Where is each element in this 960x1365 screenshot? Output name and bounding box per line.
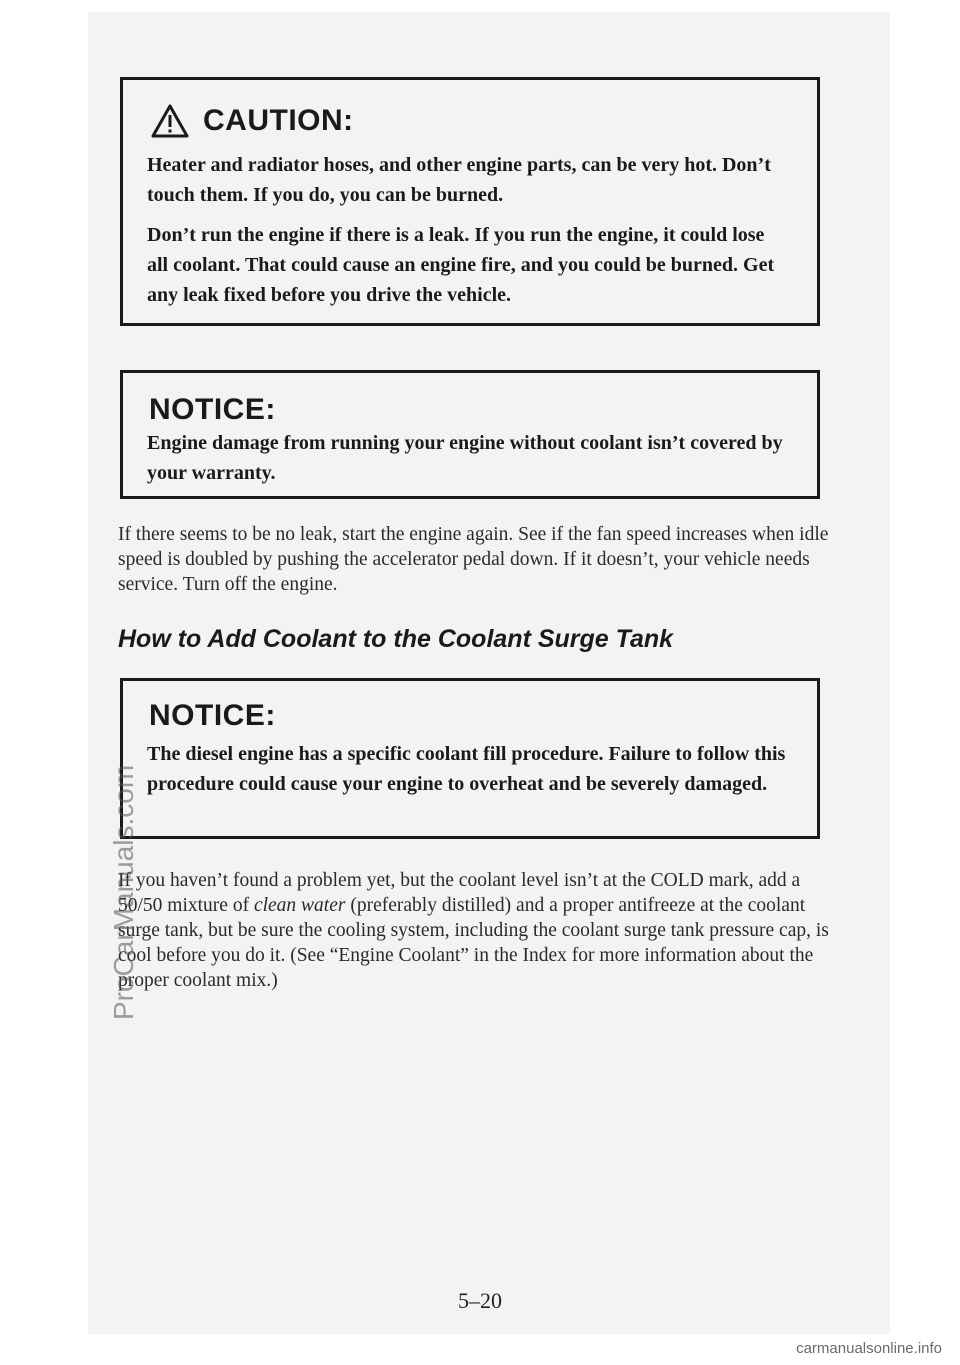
notice-box-diesel [120, 678, 820, 839]
section-heading: How to Add Coolant to the Coolant Surge Tank [118, 625, 674, 653]
coolant-mix-text-start: If you haven’t found a problem yet, but the coolant level isn’t at the COLD mark, add a 50/50 mixture of [118, 870, 801, 916]
notice-title: NOTICE: [149, 699, 276, 732]
warning-triangle-icon [151, 104, 189, 138]
caution-title [151, 104, 354, 138]
notice-text: The diesel engine has a specific coolant fill procedure. Failure to follow this procedure could cause your engine to overheat and be severely damaged. [147, 743, 786, 795]
caution-paragraph-1: Heater and radiator hoses, and other engine parts, can be very hot. Don’t touch them. If you do, you can be burned. [147, 154, 771, 206]
coolant-mix-text-end: (preferably distilled) and a proper antifreeze at the coolant surge tank, but be sure the cooling system, including the coolant surge tank pressure cap, is cool before you do it. (See “Engine Coolant” in the Index for more information about the proper coolant mix.) [118, 895, 829, 991]
notice-text: Engine damage from running your engine without coolant isn’t covered by your warranty. [147, 432, 783, 484]
page-number: 5–20 [458, 1288, 502, 1313]
notice-title: NOTICE: [149, 393, 276, 426]
caution-box [120, 77, 820, 326]
fan-speed-paragraph: If there seems to be no leak, start the engine again. See if the fan speed increases when idle speed is doubled by pushing the accelerator pedal down. If it doesn’t, your vehicle needs service. Turn off the engine. [118, 524, 829, 595]
notice-box-warranty [120, 370, 820, 499]
footer-watermark: carmanualsonline.info [796, 1340, 942, 1357]
coolant-mix-paragraph [118, 868, 838, 993]
caution-title-text: CAUTION: [203, 104, 354, 137]
caution-paragraph-2: Don’t run the engine if there is a leak. If you run the engine, it could lose all coolant. That could cause an engine fire, and you could be burned. Get any leak fixed before you drive the vehicle. [147, 224, 775, 306]
clean-water-emphasis: clean water [253, 895, 346, 916]
side-watermark: ProCarManuals.com [108, 764, 139, 1020]
